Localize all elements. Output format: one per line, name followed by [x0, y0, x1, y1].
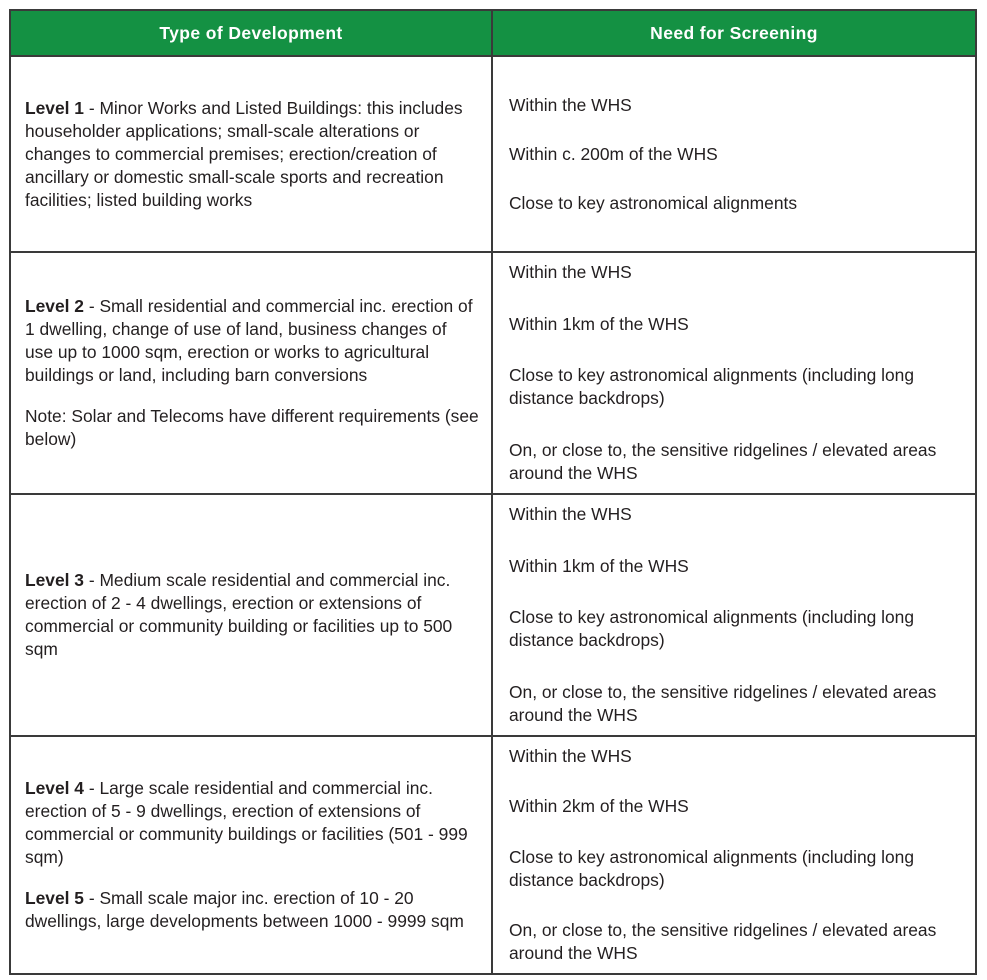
level-description: - Small residential and commercial inc. erection of 1 dwelling, change of use of land, business changes of use up to 1000 sqm, erection or works to agricultural buildings or land, including barn conversions [25, 296, 473, 385]
level-description: - Small scale major inc. erection of 10 - 20 dwellings, large developments between 1000 - 9999 sqm [25, 888, 464, 931]
level-label: Level 4 [25, 778, 84, 798]
header-need-for-screening: Need for Screening [650, 22, 818, 43]
level-description: - Minor Works and Listed Buildings: this includes householder applications; small-scale alterations or changes to commercial premises; erection/creation of ancillary or domestic small-scale sports and recreation facilities; listed building works [25, 97, 463, 210]
development-type-cell [11, 253, 493, 493]
criterion: Close to key astronomical alignments (including long distance backdrops) [509, 846, 915, 890]
table-row [11, 735, 975, 973]
criterion: Within the WHS [509, 262, 632, 282]
criterion: On, or close to, the sensitive ridgelines / elevated areas around the WHS [509, 439, 937, 483]
development-description [25, 569, 479, 661]
criterion: On, or close to, the sensitive ridgelines / elevated areas around the WHS [509, 919, 937, 963]
table-header [11, 11, 975, 55]
header-type-of-development: Type of Development [11, 11, 493, 55]
criterion: Within 1km of the WHS [509, 313, 689, 334]
development-type-cell [11, 495, 493, 735]
criterion: Within 1km of the WHS [509, 555, 689, 576]
development-description [25, 777, 479, 869]
level-label: Level 5 [25, 888, 84, 908]
screening-criteria-cell [493, 57, 975, 251]
development-type-cell [11, 737, 493, 973]
screening-table [9, 9, 977, 975]
screening-criteria-cell [493, 253, 975, 493]
level-description: - Large scale residential and commercial inc. erection of 5 - 9 dwellings, erection of extensions of commercial or community buildings or facilities (501 - 999 sqm) [25, 778, 468, 867]
table-row [11, 55, 975, 251]
criterion: Within c. 200m of the WHS [509, 143, 718, 164]
criterion: Close to key astronomical alignments [509, 192, 798, 213]
development-description [25, 295, 479, 387]
criterion: Within the WHS [509, 504, 632, 524]
table-row [11, 493, 975, 735]
development-description [25, 97, 479, 212]
level-label: Level 2 [25, 296, 84, 316]
level-label: Level 1 [25, 97, 84, 118]
criterion: Within the WHS [509, 94, 632, 115]
criterion: On, or close to, the sensitive ridgelines / elevated areas around the WHS [509, 681, 937, 725]
criterion: Close to key astronomical alignments (including long distance backdrops) [509, 365, 915, 409]
criterion: Within 2km of the WHS [509, 796, 689, 817]
development-description [25, 887, 479, 933]
level-description: - Medium scale residential and commercial inc. erection of 2 - 4 dwellings, erection or extensions of commercial or community building or facilities up to 500 sqm [25, 570, 453, 659]
table-row [11, 251, 975, 493]
screening-criteria-cell [493, 495, 975, 735]
development-type-cell [11, 57, 493, 251]
level-label: Level 3 [25, 570, 84, 590]
criterion: Close to key astronomical alignments (including long distance backdrops) [509, 607, 915, 651]
note-text: Note: Solar and Telecoms have different requirements (see below) [25, 406, 479, 449]
screening-criteria-cell [493, 737, 975, 973]
criterion: Within the WHS [509, 746, 632, 766]
